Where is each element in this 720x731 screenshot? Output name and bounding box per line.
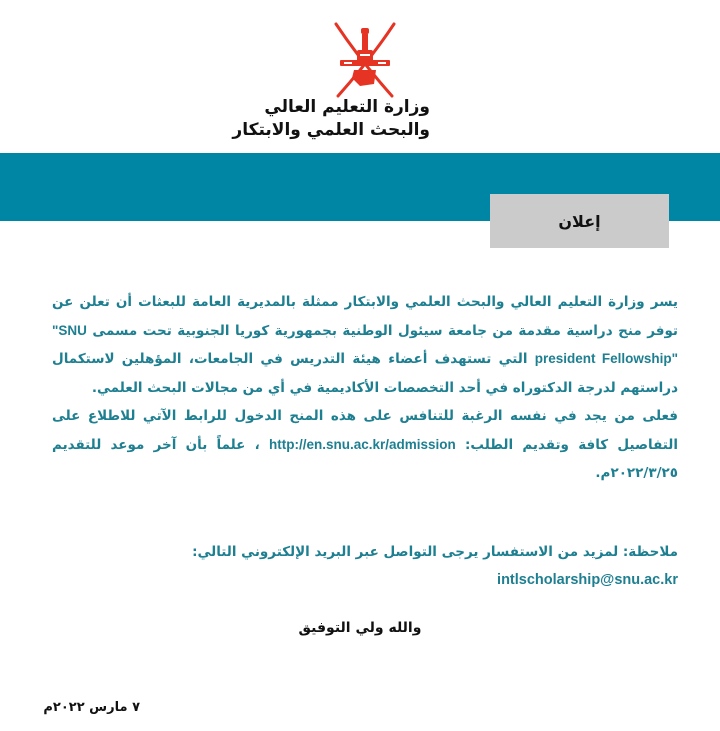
announcement-body [52, 288, 678, 488]
paragraph1-text-a: يسر وزارة التعليم العالي والبحث العلمي والابتكار ممثلة بالمديرية العامة للبعثات أن تعلن عن توفر منح دراسية مقدمة من جامعة سيئول الوطنية بجمهورية كوريا الجنوبية تحت مسمى [52, 294, 678, 339]
announcement-date: ٧ مارس ٢٠٢٢م [43, 700, 140, 715]
body-paragraph-2 [52, 402, 678, 488]
paragraph2-text-b: ، علماً بأن آخر موعد للتقديم ٢٠٢٢/٣/٢٥م. [52, 436, 678, 481]
note-section [180, 538, 678, 594]
program-name: "SNU president Fellowship" [52, 322, 679, 366]
paragraph2-text-a: فعلى من يجد في نفسه الرغبة للتنافس على هذه المنح الدخول للرابط الآتي للاطلاع على التفاصيل كافة وتقديم الطلب: [52, 408, 678, 453]
paragraph1-text-b: التي تستهدف أعضاء هيئة التدريس في الجامعات، المؤهلين لاستكمال دراستهم لدرجة الدكتوراه في أحد التخصصات الأكاديمية في أي من مجالات البحث العلمي. [52, 351, 678, 396]
ministry-name-line2: والبحث العلمي والابتكار [232, 120, 430, 140]
ministry-name [232, 96, 430, 142]
announcement-title-box [490, 194, 669, 248]
body-paragraph-1 [52, 288, 678, 402]
ministry-name-line1: وزارة التعليم العالي [264, 97, 430, 117]
contact-email-link[interactable]: intlscholarship@snu.ac.kr [497, 572, 678, 588]
announcement-title: إعلان [558, 211, 601, 231]
admission-link[interactable]: http://en.snu.ac.kr/admission [268, 436, 456, 452]
note-text: ملاحظة: لمزيد من الاستفسار يرجى التواصل عبر البريد الإلكتروني التالي: [192, 544, 678, 560]
closing-text: والله ولي التوفيق [298, 620, 422, 636]
oman-emblem-icon [330, 20, 400, 100]
